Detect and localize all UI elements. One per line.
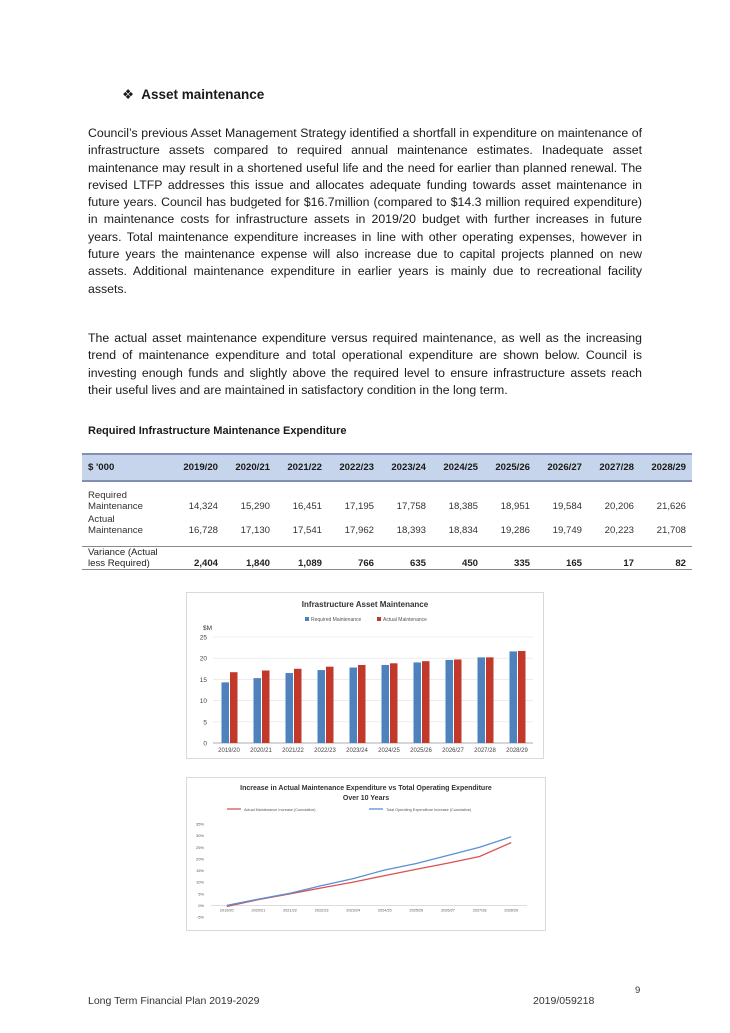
bar: [422, 661, 430, 743]
footer-title: Long Term Financial Plan 2019-2029: [88, 995, 260, 1007]
legend-swatch: [305, 617, 309, 621]
y-tick-label: 0: [203, 740, 207, 748]
table-cell: 766: [328, 547, 380, 570]
x-tick-label: 2027/28: [472, 908, 487, 913]
x-tick-label: 2024/25: [377, 908, 392, 913]
x-tick-label: 2027/28: [474, 748, 496, 754]
header-cell: 2024/25: [432, 454, 484, 481]
legend-label: Actual Maintenance Increase (Cumulative): [244, 808, 316, 812]
table-cell: 17,962: [344, 525, 374, 536]
bar: [262, 670, 270, 743]
bar: [358, 665, 366, 743]
table-cell: 335: [484, 547, 536, 570]
bar-chart-svg: [187, 593, 543, 758]
table-cell: 15,290: [240, 501, 270, 512]
y-tick-label: 5%: [198, 891, 204, 897]
x-tick-label: 2028/29: [504, 908, 519, 913]
bar: [390, 663, 398, 743]
table-cell: 19,749: [552, 525, 582, 536]
table-cell: 18,951: [500, 501, 530, 512]
legend-label: Actual Maintenance: [383, 617, 427, 623]
header-cell: 2025/26: [484, 454, 536, 481]
table-cell: 19,286: [500, 525, 530, 536]
table-cell: 21,708: [656, 525, 686, 536]
bar: [222, 682, 230, 743]
y-tick-label: 10%: [195, 879, 204, 885]
chart-subtitle: Over 10 Years: [342, 795, 390, 802]
header-cell: 2028/29: [640, 454, 692, 481]
bar: [254, 678, 262, 743]
table-cell: 17: [588, 547, 640, 570]
x-tick-label: 2026/27: [442, 748, 464, 754]
header-cell: 2023/24: [380, 454, 432, 481]
bar: [510, 651, 518, 743]
x-tick-label: 2021/22: [282, 748, 304, 754]
bar: [318, 670, 326, 743]
table-cell: 450: [432, 547, 484, 570]
table-cell: 19,584: [552, 501, 582, 512]
y-tick-label: 25%: [195, 844, 204, 850]
y-axis-label: $M: [203, 625, 213, 632]
bar: [454, 659, 462, 743]
chart-title: Increase in Actual Maintenance Expenditure vs Total Operating Expenditure: [240, 785, 492, 792]
legend-label: Required Maintenance: [311, 617, 362, 623]
paragraph-1: Council’s previous Asset Management Strategy identified a shortfall in expenditure on maintenance of infrastructure assets compared to required annual maintenance estimates. Inadequate asset maintenance may result in a shortened useful life and the need for earlier than planned renewal. The revised LTFP addresses this issue and allocates adequate funding towards asset maintenance in future years. Council has budgeted for $16.7million (compared to $14.3 million required expenditure) in maintenance costs for infrastructure assets in 2019/20 budget with further increases in future years. Total maintenance expenditure increases in line with other operating expenses, however in future years the maintenance expense will also increase due to capital projects planned on new assets. Additional maintenance expenditure in earlier years is mainly due to recreational facility assets.: [88, 126, 642, 296]
table-cell: 21,626: [656, 501, 686, 512]
chart-legend: [227, 808, 472, 812]
x-tick-label: 2021/22: [283, 908, 297, 913]
table-cell: 2,404: [172, 547, 224, 570]
table-cell: 20,223: [604, 525, 634, 536]
table-cell: 17,195: [344, 501, 374, 512]
table-cell: 16,451: [292, 501, 322, 512]
table-cell: 165: [536, 547, 588, 570]
header-cell: 2026/27: [536, 454, 588, 481]
diamond-bullet-icon: ❖: [122, 87, 135, 102]
y-tick-label: 20%: [195, 856, 204, 862]
x-tick-label: 2024/25: [378, 748, 400, 754]
x-tick-label: 2019/20: [218, 748, 240, 754]
table-cell: 635: [380, 547, 432, 570]
table-cell: 82: [640, 547, 692, 570]
table-row-actual: [82, 514, 692, 538]
header-cell: 2022/23: [328, 454, 380, 481]
table-cell: 17,130: [240, 525, 270, 536]
table-title: Required Infrastructure Maintenance Expenditure: [88, 425, 347, 437]
y-tick-label: 20: [199, 655, 207, 663]
maintenance-bar-chart: [186, 592, 544, 759]
y-tick-label: 35%: [195, 821, 204, 827]
bar: [230, 672, 238, 743]
bar: [486, 657, 494, 743]
bar: [518, 651, 526, 743]
row-label: Variance (Actual less Required): [82, 547, 172, 570]
table-cell: 14,324: [188, 501, 218, 512]
series-line: [227, 837, 511, 906]
x-tick-label: 2023/24: [346, 748, 368, 754]
legend-swatch: [377, 617, 381, 621]
bar: [414, 662, 422, 743]
x-tick-label: 2025/26: [409, 908, 424, 913]
bar: [478, 657, 486, 743]
x-tick-label: 2022/23: [314, 908, 329, 913]
header-cell: 2027/28: [588, 454, 640, 481]
x-tick-label: 2020/21: [250, 748, 272, 754]
chart-title: Infrastructure Asset Maintenance: [301, 600, 429, 609]
bar: [294, 669, 302, 743]
bar: [286, 673, 294, 743]
table-cell: 1,840: [224, 547, 276, 570]
expenditure-line-chart: [186, 777, 546, 931]
y-tick-label: 15: [199, 676, 207, 684]
bar: [446, 660, 454, 743]
table-cell: 17,758: [396, 501, 426, 512]
x-tick-label: 2020/21: [251, 908, 266, 913]
table-row-variance: [82, 547, 692, 570]
x-tick-label: 2023/24: [346, 908, 361, 913]
x-tick-label: 2028/29: [506, 748, 528, 754]
x-tick-label: 2022/23: [314, 748, 336, 754]
header-cell: $ '000: [82, 454, 172, 481]
y-tick-label: 5: [203, 719, 207, 727]
y-tick-label: 15%: [195, 868, 204, 873]
header-cell: 2021/22: [276, 454, 328, 481]
bar: [326, 667, 334, 743]
row-label: Required Maintenance: [88, 490, 143, 512]
y-tick-label: 25: [199, 634, 207, 642]
x-tick-label: 2026/27: [441, 908, 455, 913]
table-header-row: [82, 454, 692, 481]
line-chart-svg: [187, 778, 545, 930]
table-cell: 1,089: [276, 547, 328, 570]
maintenance-table: [82, 453, 692, 570]
chart-legend: [305, 617, 427, 623]
table-cell: 20,206: [604, 501, 634, 512]
table-cell: 18,385: [448, 501, 478, 512]
y-tick-label: -5%: [196, 914, 204, 920]
header-cell: 2020/21: [224, 454, 276, 481]
table-cell: 17,541: [292, 525, 322, 536]
x-tick-label: 2025/26: [410, 748, 432, 754]
section-heading-text: Asset maintenance: [141, 87, 265, 102]
page-number: 9: [635, 985, 641, 996]
x-tick-label: 2019/20: [219, 908, 234, 913]
table-cell: 18,834: [448, 525, 478, 536]
bar: [382, 665, 390, 743]
table-cell: 18,393: [396, 525, 426, 536]
table-row-required: [82, 490, 692, 514]
footer-document-id: 2019/059218: [533, 995, 595, 1007]
legend-label: Total Operating Expenditure Increase (Cumulative): [386, 808, 472, 812]
y-tick-label: 10: [199, 698, 207, 706]
y-tick-label: 30%: [195, 833, 204, 839]
row-label: Actual Maintenance: [88, 514, 143, 536]
section-heading: [122, 87, 264, 103]
table-cell: 16,728: [188, 525, 218, 536]
paragraph-2: The actual asset maintenance expenditure versus required maintenance, as well as the increasing trend of maintenance expenditure and total operational expenditure are shown below. Council is investing enough funds and slightly above the required level to ensure infrastructure assets reach their useful lives and are maintained in satisfactory condition in the long term.: [88, 331, 642, 397]
header-cell: 2019/20: [172, 454, 224, 481]
bar: [350, 668, 358, 743]
y-tick-label: 0%: [198, 902, 204, 908]
